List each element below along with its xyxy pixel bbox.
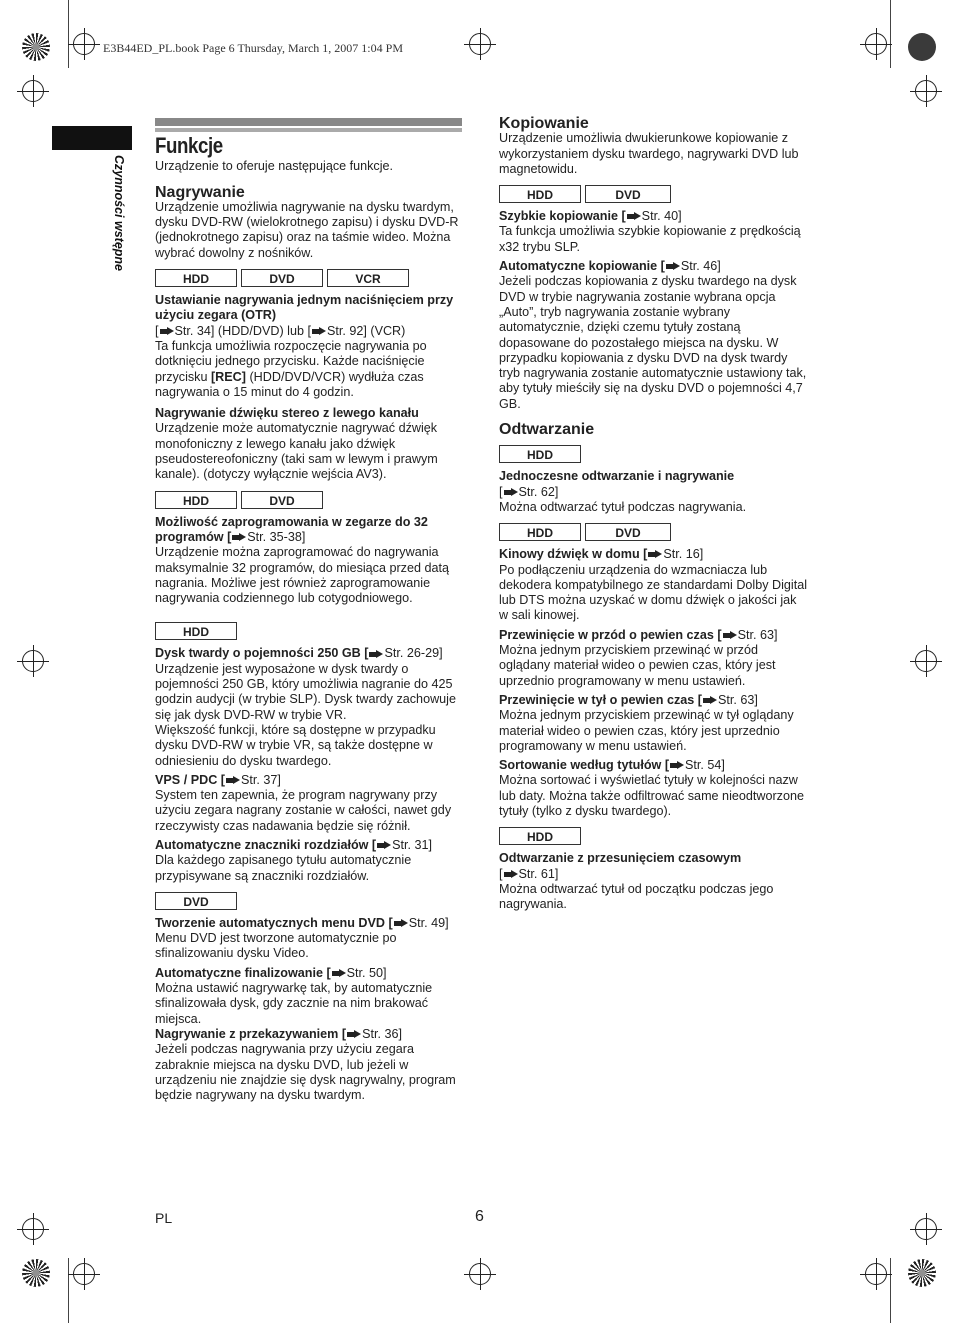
registration-mark-icon (865, 33, 887, 55)
registration-mark-icon (22, 1218, 44, 1240)
tag-dvd: DVD (241, 491, 323, 509)
timeshift-title: Odtwarzanie z przesunięciem czasowym (499, 851, 742, 866)
title-rule (155, 118, 462, 126)
registration-mark-icon (22, 80, 44, 102)
dvd-menu-text: Menu DVD jest tworzone automatycznie po sfinalizowaniu dysku Video. (155, 931, 397, 961)
page-reference-arrow-icon (504, 870, 518, 879)
media-tags (499, 827, 809, 845)
section-heading-copying: Kopiowanie (499, 115, 589, 132)
tag-dvd: DVD (155, 892, 237, 910)
footer-language: PL (155, 1210, 173, 1226)
tag-dvd: DVD (241, 269, 323, 287)
registration-swirl-icon (908, 1259, 936, 1287)
tag-hdd: HDD (155, 269, 237, 287)
page-reference-arrow-icon (332, 969, 346, 978)
tag-hdd: HDD (499, 445, 581, 463)
media-tags (499, 445, 809, 463)
rw-text: Można jednym przyciskiem przewinąć w tył oglądany materiał wideo o pewien czas, który jest uprzednio programowany w menu ustawień. (499, 708, 794, 753)
page-reference-arrow-icon (232, 533, 246, 542)
page-reference-arrow-icon (666, 262, 680, 271)
rw-title: Przewinięcie w tył o pewien czas [ Str. 63] (499, 692, 758, 707)
crop-line (890, 1258, 891, 1323)
media-tags (155, 892, 465, 910)
sidebar-tab (52, 126, 132, 150)
tag-hdd: HDD (155, 491, 237, 509)
hdd-title: Dysk twardy o pojemności 250 GB [ Str. 26-29] (155, 646, 443, 661)
hdd-text-2: Większość funkcji, które są dostępne w przypadku dysku DVD-RW w trybie VR, są także dostępne w odniesieniu do dysku twardego. (155, 722, 436, 768)
sort-text: Można sortować i wyświetlać tytuły w kolejności nazw lub daty. Można także odfiltrować same nieodtworzone tytuły (tylko z dysku twardego). (499, 773, 804, 818)
relay-title: Nagrywanie z przekazywaniem [ Str. 36] (155, 1026, 402, 1041)
registration-mark-icon (73, 1263, 95, 1285)
page-reference-arrow-icon (312, 327, 326, 336)
page-reference-arrow-icon (627, 212, 641, 221)
auto-copy-title: Automatyczne kopiowanie [ Str. 46] (499, 259, 721, 274)
registration-mark-icon (22, 650, 44, 672)
page-reference-arrow-icon (226, 776, 240, 785)
recording-text: Urządzenie umożliwia nagrywanie na dysku twardym, dysku DVD-RW (wielokrotnego zapisu) i dysku DVD-R (jednokrotnego zapisu) oraz na taśmie wideo. Można wybrać dowolny z nośników. (155, 199, 459, 260)
fast-copy-title: Szybkie kopiowanie [ Str. 40] (499, 209, 682, 224)
book-file-header: E3B44ED_PL.book Page 6 Thursday, March 1, 2007 1:04 PM (103, 41, 403, 55)
page-number: 6 (475, 1208, 484, 1225)
crop-line (68, 1258, 69, 1323)
chapter-text: Dla każdego zapisanego tytułu automatycznie przypisywane są znaczniki rozdziałów. (155, 853, 412, 883)
auto-copy-text: Jeżeli podczas kopiowania z dysku twardego na dysk DVD w trybie nagrywania zostanie wybrana opcja „Auto”, tryb nagrywania zostanie wybrany automatycznie, dzięki czemu tytuły zostaną dopasowane do pozostałego miejsca na dysku. W przypadku kopiowania z dysku DVD na dysk twardy tryb nagrywania zostanie automatycznie ustawiony tak, aby tytuły mieściły się na dysku DVD o pojemności 4,7 GB. (499, 274, 807, 411)
registration-mark-icon (915, 650, 937, 672)
cinema-text: Po podłączeniu urządzenia do wzmacniacza lub dekodera kompatybilnego ze standardami Dolby Digital lub DTS można uzyskać w domu dźwięk o jakości jak w sali kinowej. (499, 562, 808, 623)
registration-swirl-icon (22, 33, 50, 61)
tag-hdd: HDD (499, 827, 581, 845)
crop-line (68, 0, 69, 68)
ff-title: Przewinięcie w przód o pewien czas [ Str. 63] (499, 627, 778, 642)
simul-text: Można odtwarzać tytuł podczas nagrywania. (499, 499, 747, 514)
tag-hdd: HDD (499, 523, 581, 541)
hdd-text-1: Urządzenie jest wyposażone w dysk twardy o pojemności 250 GB, który umożliwia nagranie do 425 godzin audycji (w trybie SLP). Dysk twardy zachowuje się jak dysk DVD-RW w trybie VR. (155, 661, 456, 722)
chapter-title: Automatyczne znaczniki rozdziałów [ Str. 31] (155, 837, 433, 852)
timer-title: Możliwość zaprogramowania w zegarze do 32 programów [ Str. 35-38] (155, 514, 428, 544)
media-tags (499, 523, 809, 541)
fast-copy-text: Ta funkcja umożliwia szybkie kopiowanie z prędkością x32 trybu SLP. (499, 224, 801, 254)
registration-swirl-icon (22, 1259, 50, 1287)
timeshift-text: Można odtwarzać tytuł od początku podczas jego nagrywania. (499, 881, 774, 912)
page-reference-arrow-icon (504, 488, 518, 497)
intro-text: Urządzenie to oferuje następujące funkcje. (155, 159, 394, 174)
vps-text: System ten zapewnia, że program nagrywany przy użyciu zegara nagrany zostanie w całości, nawet gdy rzeczywisty czas nadawania będzie się różnił. (155, 788, 452, 833)
finalize-title: Automatyczne finalizowanie [ Str. 50] (155, 965, 387, 980)
sort-title: Sortowanie według tytułów [ Str. 54] (499, 758, 725, 773)
page-reference-arrow-icon (377, 841, 391, 850)
registration-mark-icon (73, 33, 95, 55)
page-reference-arrow-icon (648, 550, 662, 559)
page-reference-arrow-icon (160, 327, 174, 336)
simul-title: Jednoczesne odtwarzanie i nagrywanie (499, 469, 735, 484)
stereo-title: Nagrywanie dźwięku stereo z lewego kanału (155, 406, 419, 421)
registration-mark-icon (915, 80, 937, 102)
media-tags (155, 269, 465, 287)
registration-solid-icon (908, 33, 936, 61)
right-column (499, 116, 809, 912)
media-tags (499, 185, 809, 203)
registration-mark-icon (865, 1263, 887, 1285)
left-column (155, 133, 465, 1103)
ff-text: Można jednym przyciskiem przewinąć w przód oglądany materiał wideo o pewien czas, który jest uprzednio programowany w menu ustawień. (499, 643, 776, 688)
timeshift-ref: [ Str. 61] (499, 866, 559, 881)
crop-line (890, 0, 891, 68)
copying-text: Urządzenie umożliwia dwukierunkowe kopiowanie z wykorzystaniem dysku twardego, nagrywarki DVD lub magnetowidu. (499, 131, 799, 176)
relay-text: Jeżeli podczas nagrywania przy użyciu zegara zabraknie miejsca na dysku DVD, lub jeżeli w urządzeniu nie znajdzie się dysk nagrywalny, program będzie nagrywany na dysku twardym. (155, 1042, 456, 1103)
timer-text: Urządzenie można zaprogramować do nagrywania maksymalnie 32 programów, do miesiąca przed datą nagrania. Możliwe jest również zaprogramowanie nagrywania codziennego lub cotygodniowego. (155, 545, 449, 606)
finalize-text: Można ustawić nagrywarkę tak, by automatycznie sfinalizowała dysk, gdy zacznie na nim brakować miejsca. (155, 981, 433, 1026)
cinema-title: Kinowy dźwięk w domu [ Str. 16] (499, 547, 704, 562)
otr-title: Ustawianie nagrywania jednym naciśnięciem przy użyciu zegara (OTR) (155, 293, 454, 323)
tag-hdd: HDD (499, 185, 581, 203)
page-reference-arrow-icon (723, 631, 737, 640)
page-reference-arrow-icon (369, 650, 383, 659)
tag-vcr: VCR (327, 269, 409, 287)
media-tags (155, 491, 465, 509)
registration-mark-icon (469, 33, 491, 55)
vps-title: VPS / PDC [ Str. 37] (155, 772, 281, 787)
media-tags (155, 622, 465, 640)
section-heading-playback: Odtwarzanie (499, 421, 595, 439)
otr-text: Ta funkcja umożliwia rozpoczęcie nagrywania po dotknięciu jednego przycisku. Każde naciśnięcie przycisku [REC] (HDD/DVD/VCR) wydłuża czas nagrywania o 15 minut do 4 godzin. (155, 338, 427, 399)
page-reference-arrow-icon (394, 919, 408, 928)
section-label: Czynności wstępne (112, 155, 126, 271)
tag-hdd: HDD (155, 622, 237, 640)
page-reference-arrow-icon (703, 696, 717, 705)
tag-dvd: DVD (585, 185, 671, 203)
page-title: Funkcje (155, 133, 223, 158)
simul-ref: [ Str. 62] (499, 484, 559, 499)
stereo-text: Urządzenie może automatycznie nagrywać dźwięk monofoniczny z lewego kanału jako dźwięk pseudostereofoniczny (taki sam w lewym i prawym kanale). (dotyczy wyłącznie wejścia AV3). (155, 421, 438, 482)
page-reference-arrow-icon (670, 761, 684, 770)
title-rule (155, 128, 462, 132)
otr-ref: [ Str. 34] (HDD/DVD) lub [ Str. 92] (VCR) (155, 323, 406, 338)
page-reference-arrow-icon (347, 1030, 361, 1039)
registration-mark-icon (469, 1263, 491, 1285)
dvd-menu-title: Tworzenie automatycznych menu DVD [ Str. 49] (155, 915, 449, 930)
section-heading-recording: Nagrywanie (155, 183, 245, 201)
registration-mark-icon (915, 1218, 937, 1240)
tag-dvd: DVD (585, 523, 671, 541)
